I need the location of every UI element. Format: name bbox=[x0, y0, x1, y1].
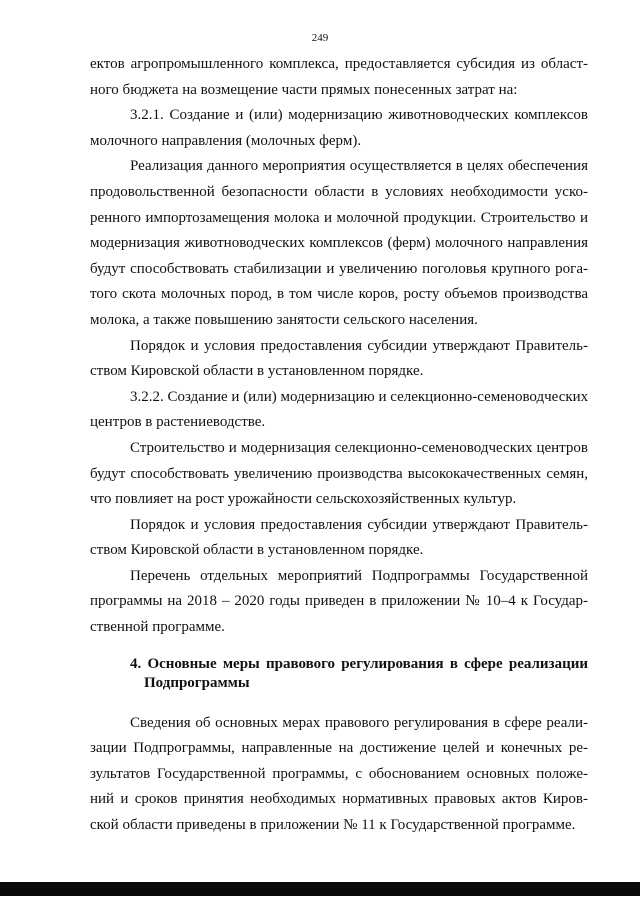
paragraph-item-3-2-1 bbox=[90, 103, 588, 154]
text-line: что повлияет на рост урожайности сельскохозяйственных культур. bbox=[90, 491, 517, 508]
text-line: модернизация животноводческих комплексов (ферм) молочного направления bbox=[90, 235, 588, 252]
document-body bbox=[90, 52, 588, 839]
text-line: Порядок и условия предоставления субсидии утверждают Правитель- bbox=[130, 337, 588, 354]
text-line: Перечень отдельных мероприятий Подпрограммы Государственной bbox=[130, 567, 588, 584]
paragraph-seed-centers bbox=[90, 436, 588, 513]
paragraph-subsidy-procedure bbox=[90, 513, 588, 564]
text-line: ного бюджета на возмещение части прямых понесенных затрат на: bbox=[90, 81, 518, 98]
text-line: центров в растениеводстве. bbox=[90, 414, 266, 431]
paragraph-measures-list bbox=[90, 564, 588, 641]
text-line: Реализация данного мероприятия осуществляется в целях обеспечения bbox=[130, 158, 588, 175]
text-line: ством Кировской области в установленном порядке. bbox=[90, 363, 424, 380]
page-number: 249 bbox=[311, 32, 329, 44]
text-line: будут способствовать стабилизации и увеличению поголовья крупного рога- bbox=[90, 260, 588, 277]
text-line: будут способствовать увеличению производства высококачественных семян, bbox=[90, 465, 588, 482]
paragraph-item-3-2-2 bbox=[90, 385, 588, 436]
section-heading bbox=[90, 655, 588, 693]
paragraph-subsidy-procedure bbox=[90, 334, 588, 385]
text-line: Порядок и условия предоставления субсидии утверждают Правитель- bbox=[130, 516, 588, 533]
paragraph-dairy-complexes bbox=[90, 154, 588, 333]
text-line: ской области приведены в приложении № 11 к Государственной программе. bbox=[90, 817, 576, 834]
text-line: ний и сроков принятия необходимых нормативных правовых актов Киров- bbox=[90, 791, 588, 808]
text-line: программы на 2018 – 2020 годы приведен в приложении № 10–4 к Государ- bbox=[90, 593, 588, 610]
text-line: Строительство и модернизация селекционно-семеноводческих центров bbox=[130, 439, 588, 456]
text-line: молочного направления (молочных ферм). bbox=[90, 132, 362, 149]
text-line: продовольственной безопасности области в условиях необходимости уско- bbox=[90, 183, 588, 200]
text-line: зультатов Государственной программы, с обоснованием основных положе- bbox=[90, 765, 588, 782]
text-line: ственной программе. bbox=[90, 619, 225, 636]
section-heading-line: 4. Основные меры правового регулирования в сфере реализации bbox=[130, 655, 588, 672]
text-line: ектов агропромышленного комплекса, предоставляется субсидия из област- bbox=[90, 56, 588, 72]
text-line: Сведения об основных мерах правового регулирования в сфере реали- bbox=[130, 714, 588, 731]
text-line: того скота молочных пород, в том числе коров, росту объемов производства bbox=[90, 286, 588, 303]
text-line: зации Подпрограммы, направленные на достижение целей и конечных ре- bbox=[90, 740, 588, 757]
text-line: ренного импортозамещения молока и молочной продукции. Строительство и bbox=[90, 209, 588, 226]
text-line: молока, а также повышению занятости сельского населения. bbox=[90, 311, 478, 328]
text-line: 3.2.1. Создание и (или) модернизацию животноводческих комплексов bbox=[130, 107, 588, 124]
section-heading-line: Подпрограммы bbox=[144, 674, 250, 691]
text-line: 3.2.2. Создание и (или) модернизацию и селекционно-семеноводческих bbox=[130, 388, 589, 405]
paragraph-intro-continuation bbox=[90, 52, 588, 103]
paragraph-legal-regulation bbox=[90, 711, 588, 839]
text-line: ством Кировской области в установленном порядке. bbox=[90, 542, 424, 559]
scan-bottom-edge bbox=[0, 882, 640, 896]
